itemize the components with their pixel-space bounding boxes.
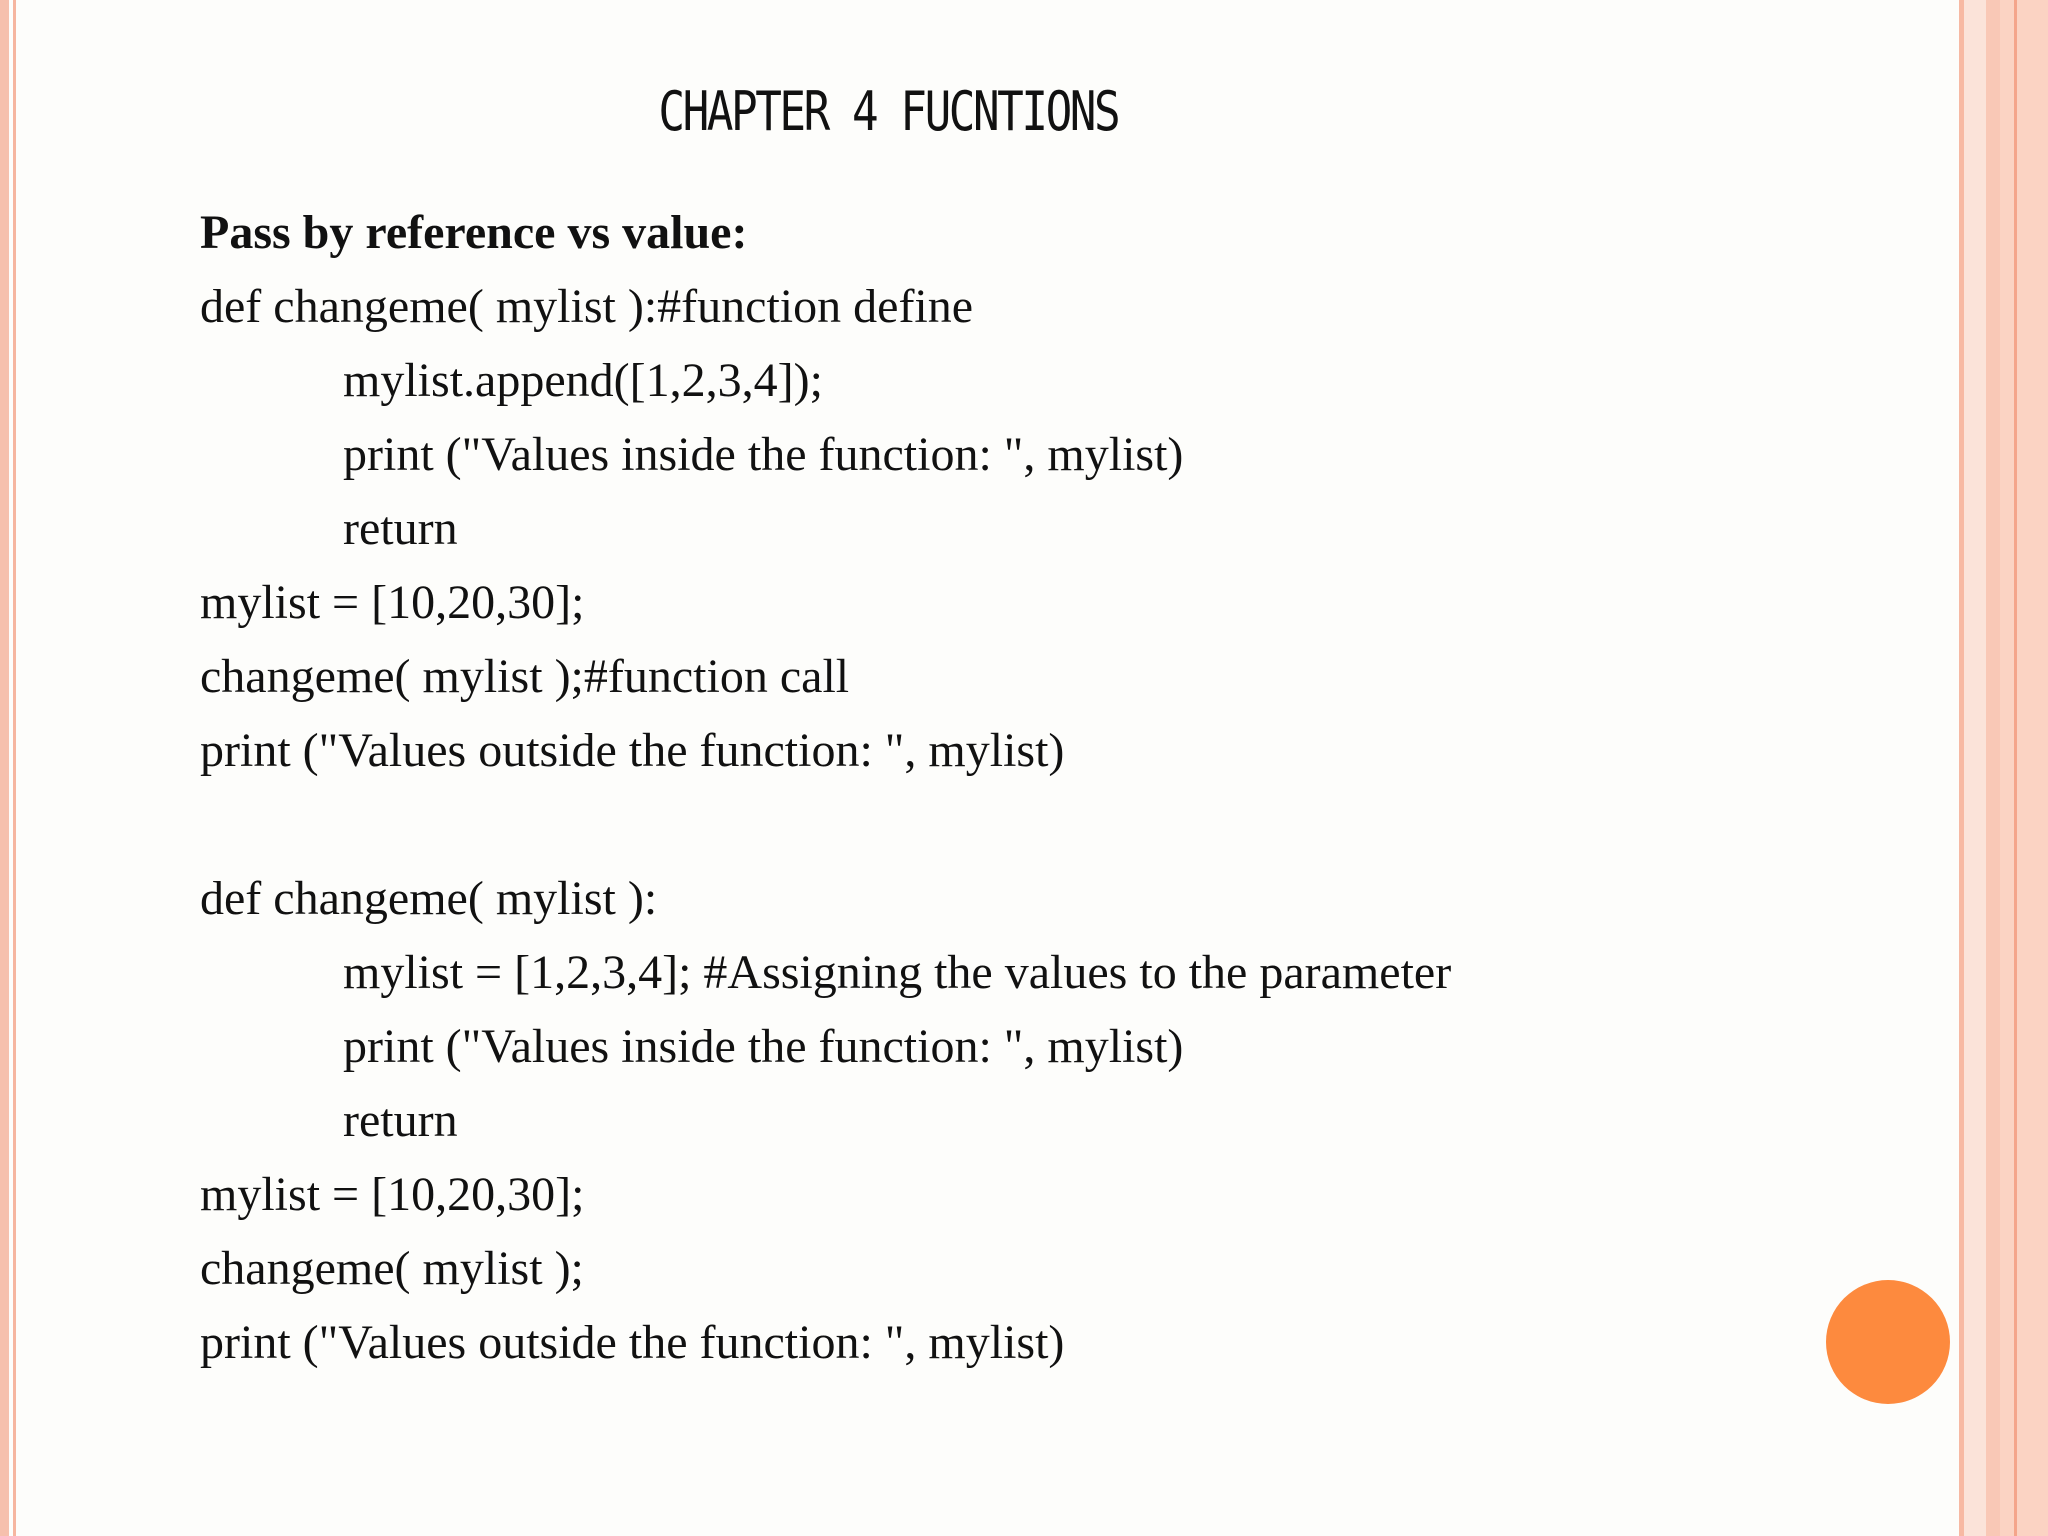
code-line: mylist.append([1,2,3,4]);: [343, 354, 823, 407]
code-line: print ("Values outside the function: ", mylist): [200, 1316, 1065, 1369]
slide-title: CHAPTER 4 FUCNTIONS: [658, 80, 1119, 143]
left-border-stripe: [0, 0, 9, 1536]
code-line: mylist = [10,20,30];: [200, 1168, 585, 1221]
accent-circle: [1826, 1280, 1950, 1404]
code-line: def changeme( mylist ):#function define: [200, 280, 974, 333]
code-line: print ("Values inside the function: ", mylist): [343, 428, 1184, 481]
code-line: def changeme( mylist ):: [200, 872, 658, 925]
right-border-stripe-4: [2000, 0, 2048, 1536]
section-heading: Pass by reference vs value:: [200, 206, 748, 259]
code-line: changeme( mylist );#function call: [200, 650, 850, 703]
right-border-stripe-3: [1986, 0, 2000, 1536]
code-line: mylist = [1,2,3,4]; #Assigning the values to the parameter: [343, 946, 1452, 999]
code-line: return: [343, 1094, 458, 1147]
right-border-line: [2014, 0, 2017, 1536]
code-line: mylist = [10,20,30];: [200, 576, 585, 629]
code-line: return: [343, 502, 458, 555]
blank-line: [200, 788, 1451, 862]
left-border-line: [13, 0, 16, 1536]
slide-content: [200, 196, 1451, 1380]
code-line: print ("Values outside the function: ", mylist): [200, 724, 1065, 777]
right-border-stripe-2: [1964, 0, 1986, 1536]
code-line: changeme( mylist );: [200, 1242, 584, 1295]
code-line: print ("Values inside the function: ", mylist): [343, 1020, 1184, 1073]
